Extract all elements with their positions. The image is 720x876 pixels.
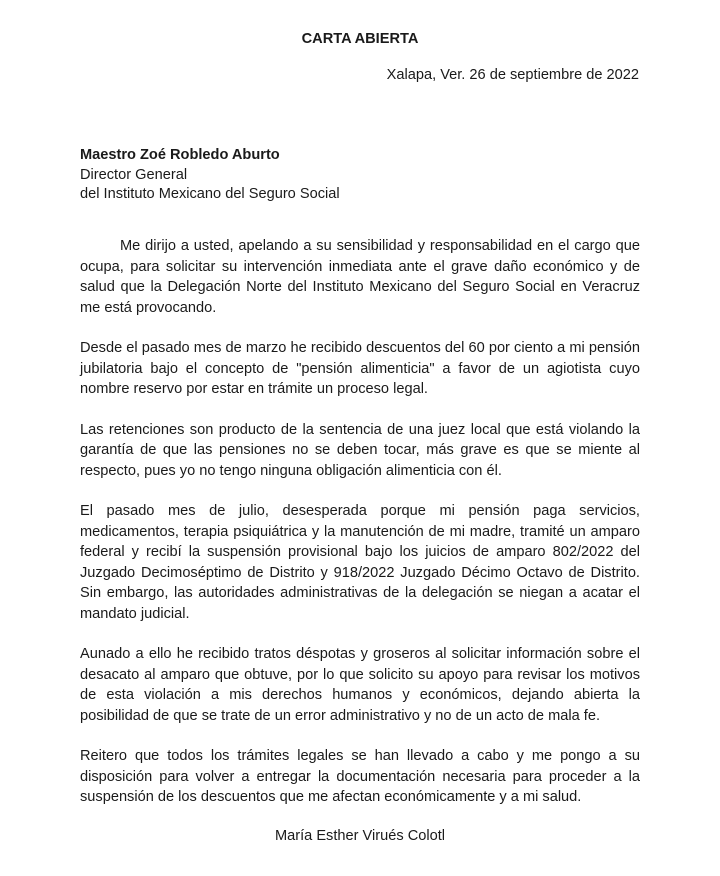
paragraph-5: Aunado a ello he recibido tratos déspotas y groseros al solicitar información sobre el desacato al amparo que obtuve, por lo que solicito su apoyo para revisar los motivos de esta violación a mis derechos humanos y económicos, dejando abierta la posibilidad de que se trate de un error administrativo y no de un acto de mala fe.: [80, 646, 640, 724]
paragraph-4: El pasado mes de julio, desesperada porque mi pensión paga servicios, medicamentos, terapia psiquiátrica y la manutención de mi madre, tramité un amparo federal y recibí la suspensión provisional bajo los juicios de amparo 802/2022 del Juzgado Decimoséptimo de Distrito y 918/2022 Juzgado Décimo Octavo de Distrito. Sin embargo, las autoridades administrativas de la delegación se niegan a acatar el mandato judicial.: [80, 503, 640, 622]
letter-date: Xalapa, Ver. 26 de septiembre de 2022: [386, 67, 639, 83]
letter-body: [80, 236, 640, 828]
letter-title: CARTA ABIERTA: [301, 31, 419, 47]
addressee-position: Director General: [80, 166, 188, 183]
paragraph-6: Reitero que todos los trámites legales se han llevado a cabo y me pongo a su disposición para volver a entregar la documentación necesaria para proceder a la suspensión de los descuentos que me afectan económicamente y a mi salud.: [80, 748, 640, 805]
paragraph-2: Desde el pasado mes de marzo he recibido descuentos del 60 por ciento a mi pensión jubilatoria bajo el concepto de "pensión alimenticia" a favor de un agiotista cuyo nombre reservo por estar en trámite un proceso legal.: [80, 340, 640, 397]
addressee-name: Maestro Zoé Robledo Aburto: [80, 147, 280, 163]
addressee-block: [80, 146, 340, 205]
addressee-institution: del Instituto Mexicano del Seguro Social: [80, 186, 340, 202]
signature-name: María Esther Virués Colotl: [274, 828, 446, 844]
paragraph-3: Las retenciones son producto de la sentencia de una juez local que está violando la garantía de que las pensiones no se deben tocar, más grave es que se miente al respecto, pues yo no tengo ninguna obligación alimenticia con él.: [80, 421, 640, 479]
paragraph-1: Me dirijo a usted, apelando a su sensibilidad y responsabilidad en el cargo que ocupa, para solicitar su intervención inmediata ante el grave daño económico y de salud que la Delegación Norte del Instituto Mexicano del Seguro Social en Veracruz me está provocando.: [80, 238, 640, 316]
